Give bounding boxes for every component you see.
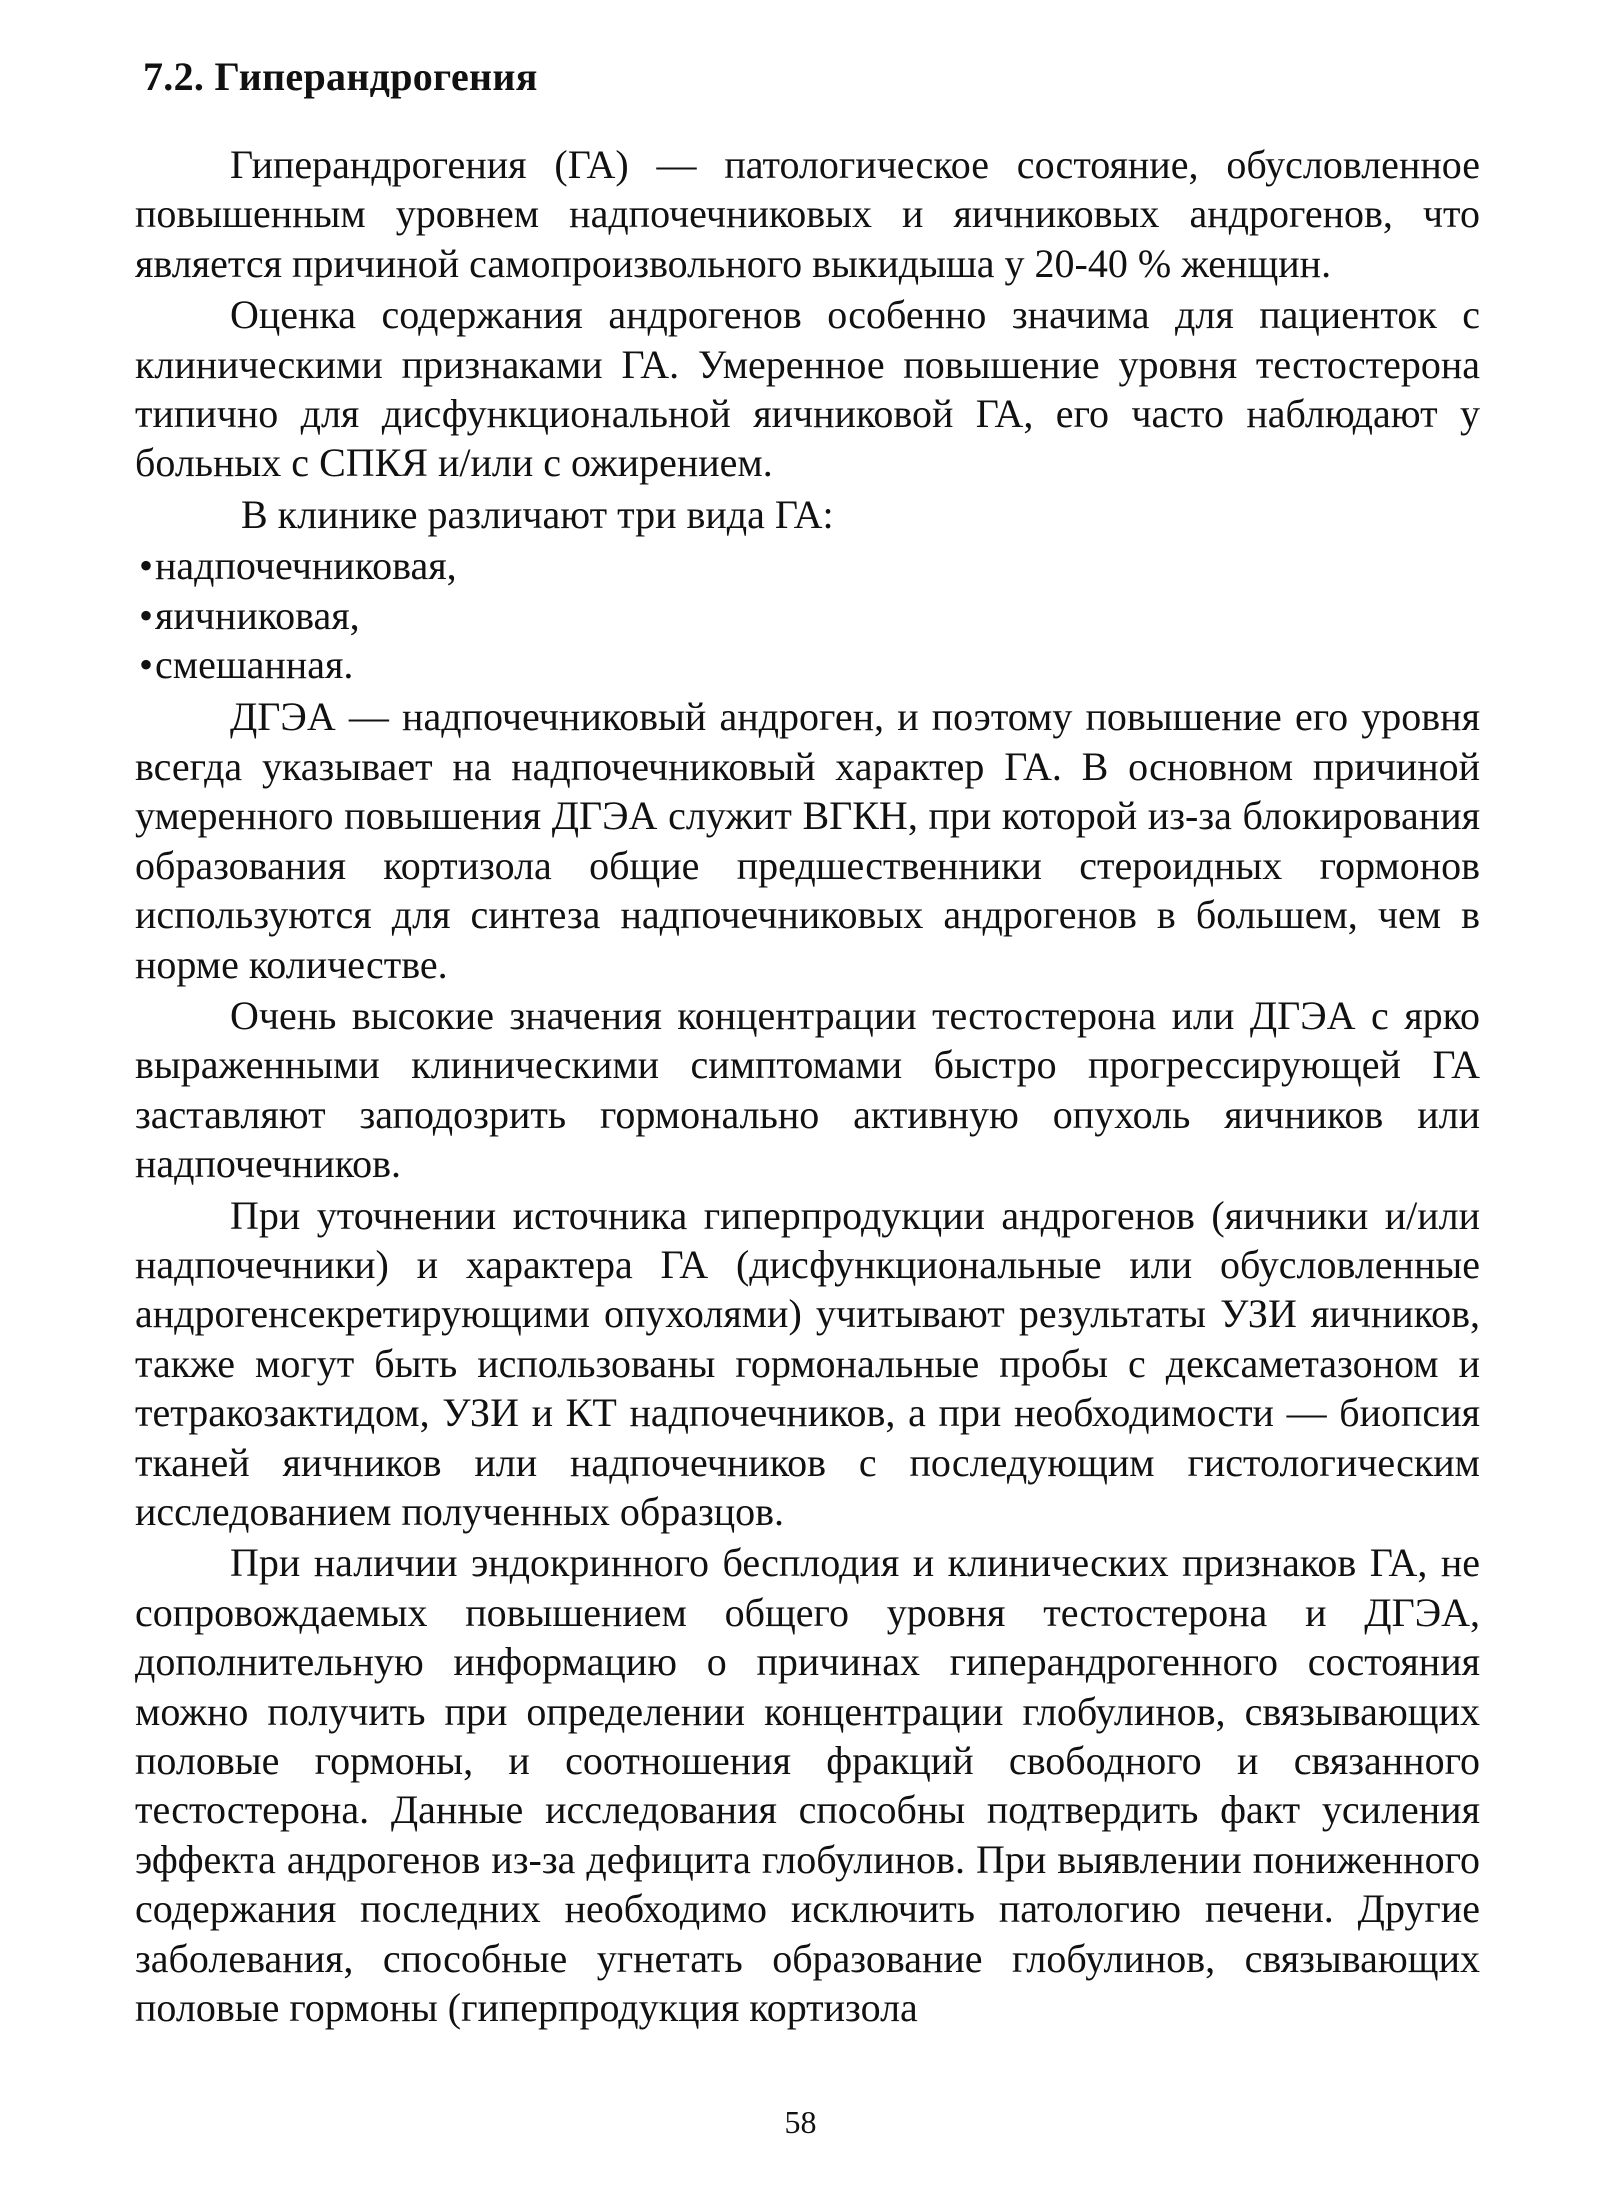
ga-types-list xyxy=(135,541,1480,689)
list-item: •яичниковая, xyxy=(135,591,1480,640)
bullet-icon: • xyxy=(139,592,154,638)
list-item: •надпочечниковая, xyxy=(135,541,1480,590)
paragraph-definition: Гиперандрогения (ГА) — патологическое состояние, обусловленное повышенным уровнем надпочечниковых и яичниковых андрогенов, что является причиной самопроизвольного выкидыша у 20-40 % женщин. xyxy=(135,142,1480,286)
list-item: •смешанная. xyxy=(135,640,1480,689)
paragraph-dhea: ДГЭА — надпочечниковый андроген, и поэтому повышение его уровня всегда указывает на надпочечниковый характер ГА. В основном причиной умеренного повышения ДГЭА служит ВГКН, при которой из-за блокирования образования кортизола общие предшественники стероидных гормонов используются для синтеза надпочечниковых андрогенов в большем, чем в норме количестве. xyxy=(135,694,1480,987)
bullet-icon: • xyxy=(139,642,154,688)
section-title: 7.2. Гиперандрогения xyxy=(143,54,538,99)
paragraph-list-intro: В клинике различают три вида ГА: xyxy=(241,491,834,537)
paragraph-source-clarification: При уточнении источника гиперпродукции андрогенов (яичники и/или надпочечники) и характера ГА (дисфункциональные или обусловленные андрогенсекретирующими опухолями) учитывают результаты УЗИ яичников, также могут быть использованы гормональные пробы с дексаметазоном и тетракозактидом, УЗИ и КТ надпочечников, а при необходимости — биопсия тканей яичников или надпочечников с последующим гистологическим исследованием полученных образцов. xyxy=(135,1192,1480,1534)
paragraph-endocrine-infertility: При наличии эндокринного бесплодия и клинических признаков ГА, не сопровождаемых повышением общего уровня тестостерона и ДГЭА, дополнительную информацию о причинах гиперандрогенного состояния можно получить при определении концентрации глобулинов, связывающих половые гормоны, и соотношения фракций свободного и связанного тестостерона. Данные исследования способны подтвердить факт усиления эффекта андрогенов из-за дефицита глобулинов. При выявлении пониженного содержания последних необходимо исключить патологию печени. Другие заболевания, способные угнетать образование глобулинов, связывающих половые гормоны (гиперпродукция кортизола xyxy=(135,1540,1480,2031)
paragraph-androgen-assessment: Оценка содержания андрогенов особенно значима для пациенток с клиническими признаками ГА. Умеренное повышение уровня тестостерона типично для дисфункциональной яичниковой ГА, его часто наблюдают у больных с СПКЯ и/или с ожирением. xyxy=(135,292,1480,486)
page-number: 58 xyxy=(784,2104,817,2140)
document-page xyxy=(135,52,1480,2034)
paragraph-tumor-suspicion: Очень высокие значения концентрации тестостерона или ДГЭА с ярко выраженными клиническими симптомами быстро прогрессирующей ГА заставляют заподозрить гормонально активную опухоль яичников или надпочечников. xyxy=(135,992,1480,1187)
bullet-icon: • xyxy=(139,543,154,589)
